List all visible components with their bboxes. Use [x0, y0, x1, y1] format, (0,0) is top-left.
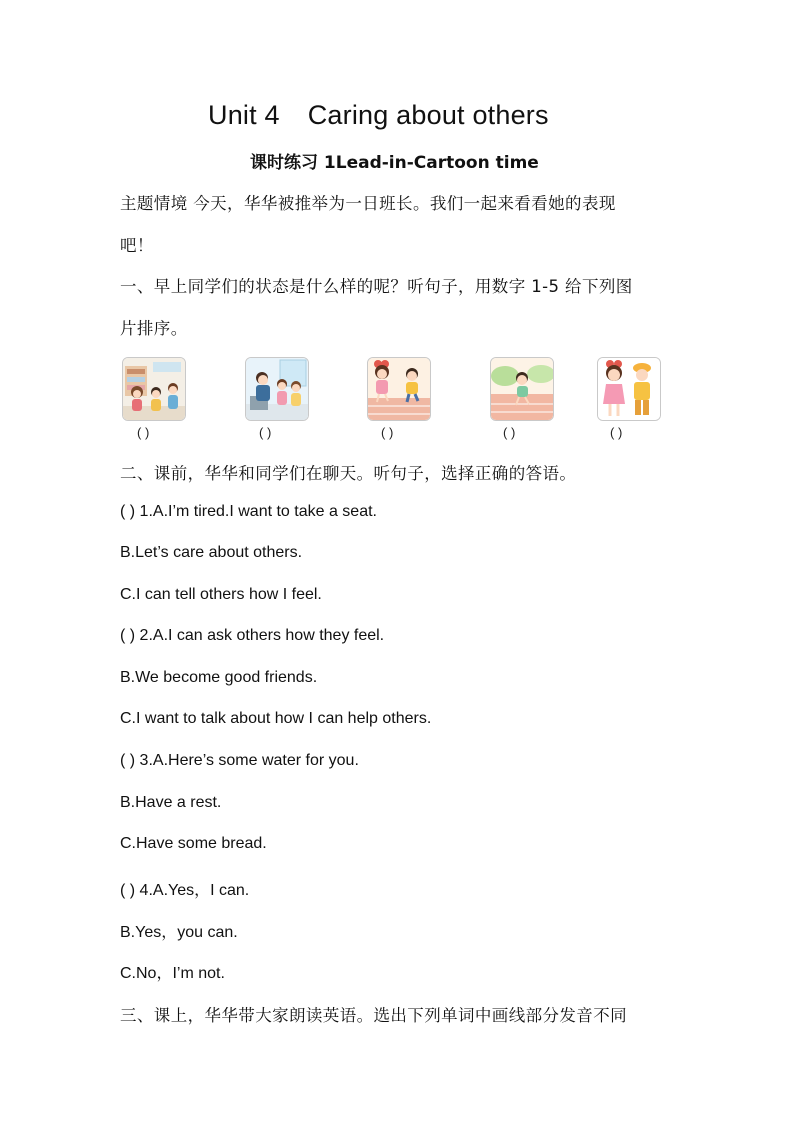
- picture-2-answer-blank[interactable]: ( ): [259, 425, 272, 440]
- question-4-option-b: B.Yes，you can.: [120, 924, 238, 941]
- unit-topic: Caring about others: [307, 100, 549, 130]
- question-1-option-b: B.Let’s care about others.: [120, 544, 303, 561]
- question-2-option-a: ( ) 2.A.I can ask others how they feel.: [120, 627, 385, 644]
- picture-1-answer-blank[interactable]: ( ): [137, 425, 150, 440]
- picture-4-answer-blank[interactable]: ( ): [503, 425, 516, 440]
- question-1-option-c: C.I can tell others how I feel.: [120, 586, 322, 603]
- question-3-option-a: ( ) 3.A.Here’s some water for you.: [120, 752, 359, 769]
- lesson-subtitle: 课时练习 1Lead-in-Cartoon time: [250, 153, 539, 173]
- unit-number: Unit 4: [208, 100, 280, 130]
- girl-running-outdoors-picture: [490, 357, 554, 421]
- unit-title: [208, 100, 549, 131]
- running-children-picture: [367, 357, 431, 421]
- intro-line-1: 主题情境 今天，华华被推举为一日班长。我们一起来看看她的表现: [120, 194, 616, 213]
- question-2-option-c: C.I want to talk about how I can help others.: [120, 710, 432, 727]
- intro-line-2: 吧！: [120, 236, 154, 255]
- question-1-option-a: ( ) 1.A.I’m tired.I want to take a seat.: [120, 503, 377, 520]
- boy-and-girl-standing-picture: [597, 357, 661, 421]
- part1-heading-line-2: 片排序。: [120, 319, 188, 338]
- classroom-children-picture: [122, 357, 186, 421]
- picture-3-answer-blank[interactable]: ( ): [381, 425, 394, 440]
- question-4-option-c: C.No，I’m not.: [120, 965, 225, 982]
- part1-heading-line-1: 一、早上同学们的状态是什么样的呢？听句子，用数字 1-5 给下列图: [120, 277, 633, 296]
- question-4-option-a: ( ) 4.A.Yes，I can.: [120, 882, 250, 899]
- picture-5-answer-blank[interactable]: ( ): [610, 425, 623, 440]
- part3-heading: 三、课上，华华带大家朗读英语。选出下列单词中画线部分发音不同: [120, 1006, 627, 1025]
- question-3-option-b: B.Have a rest.: [120, 794, 222, 811]
- part2-heading: 二、课前，华华和同学们在聊天。听句子，选择正确的答语。: [120, 464, 577, 483]
- question-2-option-b: B.We become good friends.: [120, 669, 318, 686]
- teacher-and-children-picture: [245, 357, 309, 421]
- question-3-option-c: C.Have some bread.: [120, 835, 267, 852]
